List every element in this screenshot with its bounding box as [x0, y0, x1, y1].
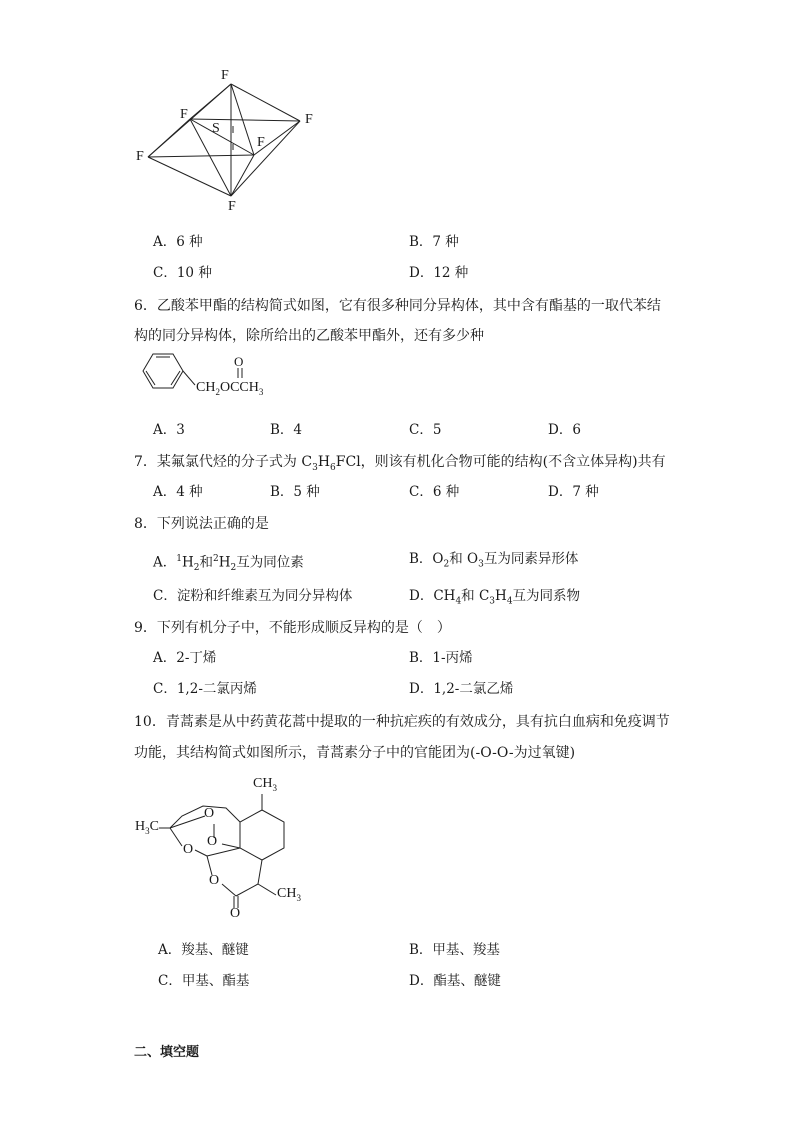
q6-option-a[interactable]: A．3 — [153, 422, 185, 438]
fluorine-label-bottom: F — [228, 199, 236, 214]
q5-option-c[interactable]: C．10 种 — [153, 265, 212, 281]
q6-stem-line1: 6．乙酸苯甲酯的结构简式如图，它有很多种同分异构体，其中含有酯基的一取代苯结 — [134, 298, 661, 314]
methyl-top-label: $CH_3$ — [253, 776, 277, 793]
methyl-right-label: $CH_3$ — [277, 886, 301, 903]
benzyl-acetate-formula: $CH_2OCCH_3$ — [196, 380, 264, 397]
q10-option-d[interactable]: D．酯基、醚键 — [409, 973, 501, 989]
carbonyl-oxygen: O — [230, 906, 241, 921]
peroxide-oxygen-1: O — [204, 806, 215, 821]
q7-option-d[interactable]: D．7 种 — [548, 484, 599, 500]
q5-option-b[interactable]: B．7 种 — [409, 234, 459, 250]
ether-oxygen: O — [183, 842, 194, 857]
q6-option-d[interactable]: D．6 — [548, 422, 581, 438]
section-title-fill-in: 二、填空题 — [134, 1045, 200, 1060]
q10-stem-line1: 10．青蒿素是从中药黄花蒿中提取的一种抗疟疾的有效成分，具有抗白血病和免疫调节 — [134, 714, 670, 730]
q9-option-c[interactable]: C．1,2-二氯丙烯 — [153, 681, 257, 697]
q7-option-c[interactable]: C．6 种 — [409, 484, 460, 500]
q9-option-d[interactable]: D．1,2-二氯乙烯 — [409, 681, 514, 697]
q7-option-b[interactable]: B．5 种 — [270, 484, 320, 500]
fluorine-label-right: F — [305, 112, 313, 127]
q8-option-c[interactable]: C．淀粉和纤维素互为同分异构体 — [153, 588, 353, 604]
q9-option-b[interactable]: B．1-丙烯 — [409, 650, 473, 666]
q5-option-a[interactable]: A．6 种 — [153, 234, 203, 250]
carbonyl-oxygen-label: O — [234, 354, 244, 369]
q6-option-b[interactable]: B．4 — [270, 422, 303, 438]
fluorine-label-top: F — [221, 68, 229, 83]
q9-option-a[interactable]: A．2-丁烯 — [153, 650, 217, 666]
q8-option-a[interactable]: A．$^1H_2$和$^2H_2$互为同位素 — [153, 554, 304, 574]
fluorine-label-left: F — [136, 149, 144, 164]
fluorine-label-back-left: F — [180, 107, 188, 122]
q7-option-a[interactable]: A．4 种 — [153, 484, 203, 500]
fluorine-label-front-right: F — [257, 135, 265, 150]
peroxide-oxygen-2: O — [207, 834, 218, 849]
q5-option-d[interactable]: D．12 种 — [409, 265, 469, 281]
q6-stem-line2: 构的同分异构体，除所给出的乙酸苯甲酯外，还有多少种 — [134, 328, 484, 344]
ester-oxygen: O — [209, 873, 220, 888]
q7-stem: 7．某氟氯代烃的分子式为 $C_3H_6FCl$，则该有机化合物可能的结构(不含立体异构)共有 — [134, 454, 666, 473]
methyl-left-label: $H_3C$ — [135, 819, 159, 836]
q8-option-b[interactable]: B．$O_2$和 $O_3$互为同素异形体 — [409, 551, 579, 570]
q10-option-a[interactable]: A．羧基、醚键 — [158, 942, 249, 958]
q10-option-c[interactable]: C．甲基、酯基 — [158, 973, 250, 989]
q9-stem: 9．下列有机分子中，不能形成顺反异构的是（ ） — [134, 620, 451, 636]
q8-stem: 8．下列说法正确的是 — [134, 516, 269, 532]
q8-option-d[interactable]: D．$CH_4$和 $C_3H_4$互为同系物 — [409, 588, 581, 607]
sulfur-label: S — [212, 121, 220, 136]
q10-option-b[interactable]: B．甲基、羧基 — [409, 942, 500, 958]
q10-stem-line2: 功能，其结构简式如图所示，青蒿素分子中的官能团为(-O-O-为过氧键) — [134, 745, 576, 761]
q6-option-c[interactable]: C．5 — [409, 422, 442, 438]
